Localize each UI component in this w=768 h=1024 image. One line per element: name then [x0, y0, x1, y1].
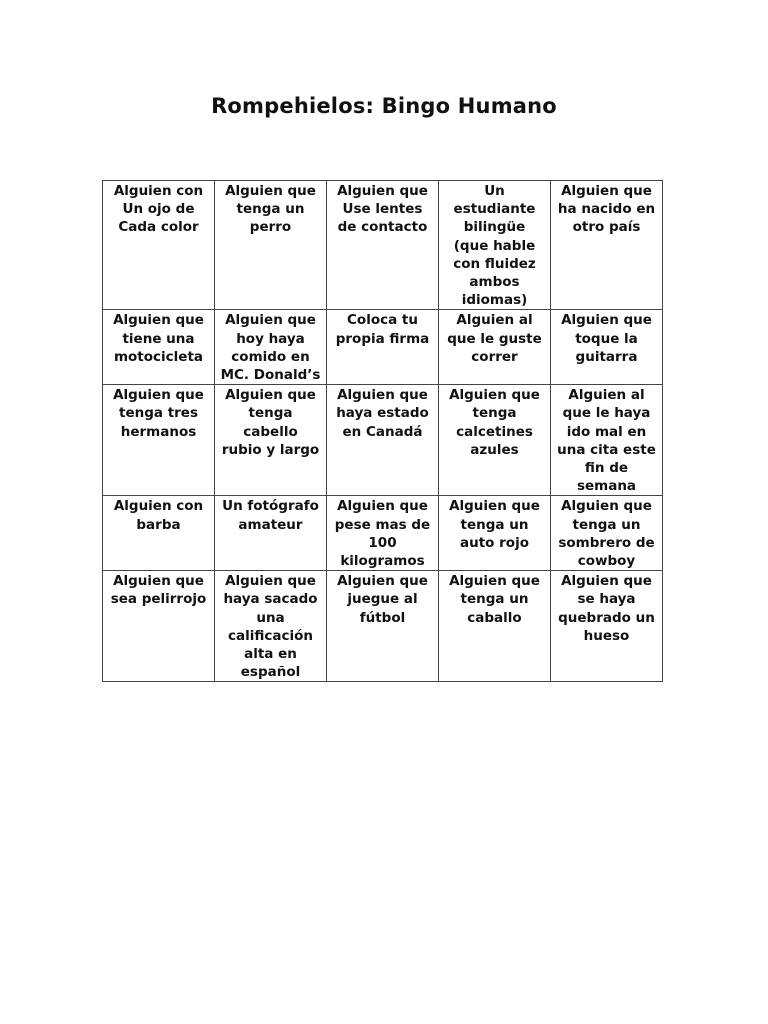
bingo-cell: Alguien que tiene una motocicleta [103, 310, 215, 385]
bingo-cell: Un fotógrafo amateur [215, 496, 327, 571]
bingo-cell: Alguien que tenga un auto rojo [439, 496, 551, 571]
bingo-cell: Alguien que sea pelirrojo [103, 571, 215, 682]
bingo-cell: Alguien con Un ojo de Cada color [103, 181, 215, 310]
bingo-cell: Alguien que pese mas de 100 kilogramos [327, 496, 439, 571]
bingo-cell: Alguien con barba [103, 496, 215, 571]
bingo-cell: Alguien al que le guste correr [439, 310, 551, 385]
bingo-cell: Alguien que tenga tres hermanos [103, 385, 215, 496]
bingo-cell: Alguien que tenga un perro [215, 181, 327, 310]
bingo-cell: Alguien que juegue al fútbol [327, 571, 439, 682]
bingo-cell: Alguien que haya estado en Canadá [327, 385, 439, 496]
bingo-cell: Alguien que tenga un sombrero de cowboy [551, 496, 663, 571]
bingo-cell: Alguien que hoy haya comido en MC. Donald’s [215, 310, 327, 385]
bingo-row [103, 496, 663, 571]
bingo-cell: Alguien que ha nacido en otro país [551, 181, 663, 310]
bingo-cell: Alguien que Use lentes de contacto [327, 181, 439, 310]
page-title: Rompehielos: Bingo Humano [211, 94, 557, 118]
bingo-cell: Un estudiante bilingüe (que hable con fluidez ambos idiomas) [439, 181, 551, 310]
bingo-cell: Alguien que tenga calcetines azules [439, 385, 551, 496]
bingo-cell: Alguien que toque la guitarra [551, 310, 663, 385]
bingo-cell: Alguien que se haya quebrado un hueso [551, 571, 663, 682]
bingo-grid [102, 180, 663, 682]
bingo-cell: Alguien que tenga un caballo [439, 571, 551, 682]
bingo-row [103, 385, 663, 496]
bingo-cell: Coloca tu propia firma [327, 310, 439, 385]
bingo-cell: Alguien que haya sacado una calificación alta en español [215, 571, 327, 682]
bingo-cell: Alguien al que le haya ido mal en una cita este fin de semana [551, 385, 663, 496]
bingo-row [103, 310, 663, 385]
bingo-row [103, 181, 663, 310]
bingo-row [103, 571, 663, 682]
bingo-cell: Alguien que tenga cabello rubio y largo [215, 385, 327, 496]
